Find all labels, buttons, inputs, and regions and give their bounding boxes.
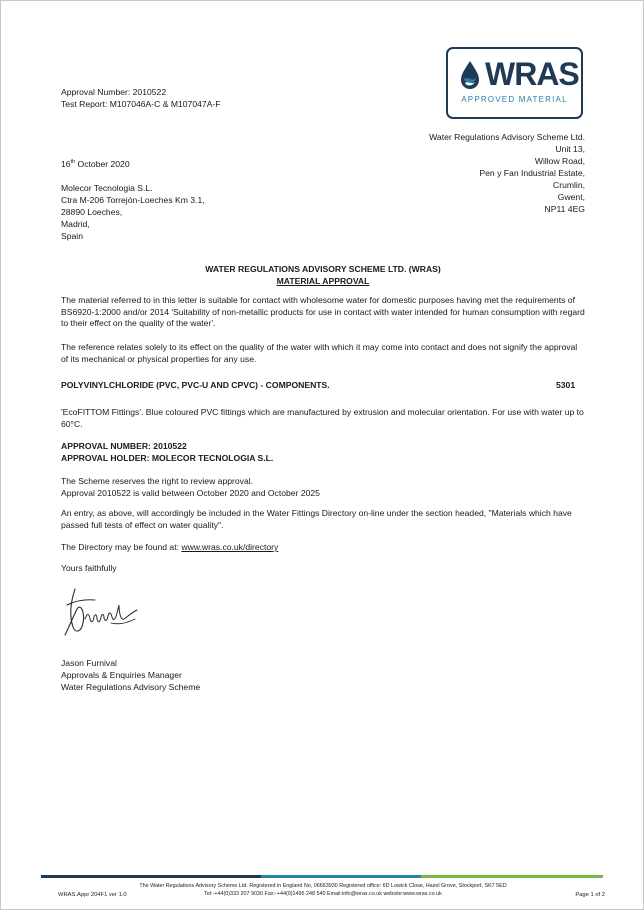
page-number: Page 1 of 2 bbox=[575, 892, 605, 898]
address-line: Crumlin, bbox=[553, 180, 585, 190]
footer-contact: Tel:-+44(0)333 207 9030 Fax:-+44(0)1495 248 540 Email:info@wras.co.uk website:www.wras.co.uk bbox=[204, 891, 442, 897]
signatory-block bbox=[61, 657, 200, 693]
letter-title: WATER REGULATIONS ADVISORY SCHEME LTD. (WRAS) bbox=[205, 264, 441, 274]
letter-subtitle: MATERIAL APPROVAL bbox=[276, 276, 370, 286]
directory-entry-paragraph: An entry, as above, will accordingly be included in the Water Fittings Directory on-line under the section headed, "Materials which have passed full tests of effect on water quality". bbox=[61, 508, 572, 530]
footer-bar-navy bbox=[41, 875, 261, 878]
reference-paragraph: The reference relates solely to its effect on the quality of the water with which it may come into contact and does not signify the approval of its mechanical or physical properties for any use. bbox=[61, 342, 578, 364]
material-code: 5301 bbox=[556, 380, 576, 390]
address-line: NP11 4EG bbox=[544, 204, 585, 214]
address-line: Molecor Tecnologia S.L. bbox=[61, 183, 153, 193]
address-line: Ctra M-206 Torrejón-Loeches Km 3.1, bbox=[61, 195, 205, 205]
approval-number-line: Approval Number: 2010522 bbox=[61, 87, 167, 97]
test-report-line: Test Report: M107046A-C & M107047A-F bbox=[61, 99, 221, 109]
footer-bar-blue bbox=[261, 875, 421, 878]
water-drop-icon bbox=[459, 60, 481, 90]
footer-registration: The Water Regulations Advisory Scheme Ltd. Registered in England No, 06663930 Registered office: 6D Lowick Close, Hazel Grove, Stockport, SK7 5ED bbox=[139, 883, 507, 889]
material-heading: POLYVINYLCHLORIDE (PVC, PVC-U AND CPVC) - COMPONENTS. bbox=[61, 380, 330, 390]
wras-logo bbox=[446, 47, 583, 119]
signatory-org: Water Regulations Advisory Scheme bbox=[61, 682, 201, 692]
signatory-name: Jason Furnival bbox=[61, 658, 117, 668]
logo-wordmark: WRAS bbox=[485, 56, 579, 92]
approval-number: APPROVAL NUMBER: 2010522 bbox=[61, 441, 187, 451]
product-description: 'EcoFITTOM Fittings'. Blue coloured PVC fittings which are manufactured by extrusion and molecular orientation. For use with water up to 60°C. bbox=[61, 407, 584, 429]
form-reference: WRAS.Appr 204F1 ver 1.0 bbox=[58, 892, 127, 898]
address-line: 28890 Loeches, bbox=[61, 207, 123, 217]
address-line: Unit 13, bbox=[555, 144, 585, 154]
address-line: Pen y Fan Industrial Estate, bbox=[479, 168, 585, 178]
address-line: Gwent, bbox=[557, 192, 585, 202]
directory-line: The Directory may be found at: www.wras.co.uk/directory bbox=[61, 542, 279, 552]
footer-bar-green bbox=[421, 875, 603, 878]
letter-date: 16th October 2020 bbox=[61, 159, 130, 169]
recipient-address bbox=[61, 182, 205, 242]
approval-holder: APPROVAL HOLDER: MOLECOR TECNOLOGIA S.L. bbox=[61, 453, 274, 463]
sender-address bbox=[429, 131, 585, 215]
logo-subtitle: APPROVED MATERIAL bbox=[461, 95, 568, 104]
suitability-paragraph: The material referred to in this letter is suitable for contact with wholesome water for domestic purposes having met the requirements of BS6920-1:2000 and/or 2014 'Suitability of non-metallic products for use in contact with water intended for human consumption with regard to their effect on the quality of the water'. bbox=[61, 295, 585, 328]
address-line: Water Regulations Advisory Scheme Ltd. bbox=[429, 132, 585, 142]
validity-statement: Approval 2010522 is valid between October 2020 and October 2025 bbox=[61, 488, 320, 498]
handwritten-signature bbox=[61, 583, 143, 643]
directory-link[interactable]: www.wras.co.uk/directory bbox=[181, 542, 279, 552]
address-line: Madrid, bbox=[61, 219, 90, 229]
address-line: Willow Road, bbox=[534, 156, 585, 166]
review-statement: The Scheme reserves the right to review approval. bbox=[61, 476, 254, 486]
signatory-role: Approvals & Enquiries Manager bbox=[61, 670, 182, 680]
address-line: Spain bbox=[61, 231, 83, 241]
closing-line: Yours faithfully bbox=[61, 563, 117, 573]
